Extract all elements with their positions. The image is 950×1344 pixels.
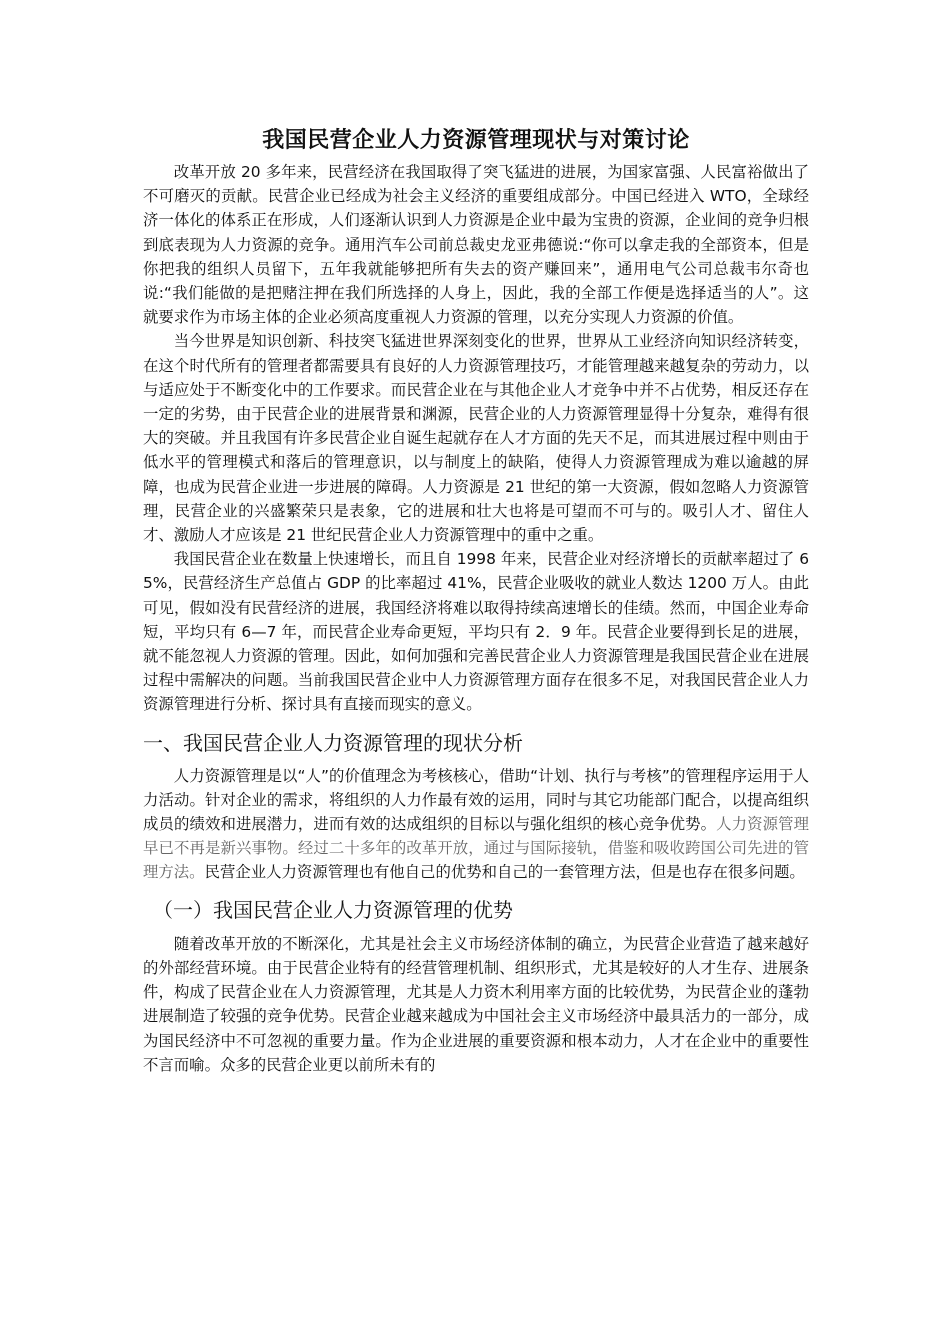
subsection-heading-advantages: （一）我国民营企业人力资源管理的优势 bbox=[153, 897, 513, 922]
section1-text-main: 人力资源管理是以“人”的价值理念为考核核心，借助“计划、执行与考核”的管理程序运用于人力活动。针对企业的需求，将组织的人力作最有效的运用，同时与其它功能部门配合，以提高组织成员的绩效和进展潜力，进而有效的达成组织的目标以与强化组织的核心竞争优势。 bbox=[143, 766, 809, 834]
intro-paragraph-1: 改革开放 20 多年来，民营经济在我国取得了突飞猛进的进展，为国家富强、人民富裕做出了不可磨灭的贡献。民营企业已经成为社会主义经济的重要组成部分。中国已经进入 WTO，全球经济一体化的体系正在形成，人们逐渐认识到人力资源是企业中最为宝贵的资源，企业间的竞争归根到底表现为人力资源的竞争。通用汽车公司前总裁史龙亚弗德说:“你可以拿走我的全部资本，但是你把我的组织人员留下，五年我就能够把所有失去的资产赚回来”，通用电气公司总裁韦尔奇也说:“我们能做的是把赌注押在我们所选择的人身上，因此，我的全部工作便是选择适当的人”。这就要求作为市场主体的企业必须高度重视人力资源的管理，以充分实现人力资源的价值。 bbox=[143, 163, 809, 327]
document-title: 我国民营企业人力资源管理现状与对策讨论 bbox=[262, 128, 690, 153]
section1-text-muted: 人力资源管理早已不再是新兴事物。经过二十多年的改革开放，通过与国际接轨，借鉴和吸收跨国公司先进的管理方法。 bbox=[143, 815, 809, 882]
document-body bbox=[143, 124, 809, 1077]
intro-paragraph-3: 我国民营企业在数量上快速增长，而且自 1998 年来，民营企业对经济增长的贡献率超过了 65%，民营经济生产总值占 GDP 的比率超过 41%，民营企业吸收的就业人数达 1200 万人。由此可见，假如没有民营经济的进展，我国经济将难以取得持续高速增长的佳绩。然而，中国企业寿命短，平均只有 6—7 年，而民营企业寿命更短，平均只有 2．9 年。民营企业要得到长足的进展，就不能忽视人力资源的管理。因此，如何加强和完善民营企业人力资源管理是我国民营企业在进展过程中需解决的问题。当前我国民营企业中人力资源管理方面存在很多不足，对我国民营企业人力资源管理进行分析、探讨具有直接而现实的意义。 bbox=[143, 550, 809, 714]
section-heading-status-analysis: 一、我国民营企业人力资源管理的现状分析 bbox=[143, 730, 523, 755]
section1-text-tail: 民营企业人力资源管理也有他自己的优势和自己的一套管理方法，但是也存在很多问题。 bbox=[204, 863, 805, 882]
intro-paragraph-2: 当今世界是知识创新、科技突飞猛进世界深刻变化的世界，世界从工业经济向知识经济转变，在这个时代所有的管理者都需要具有良好的人力资源管理技巧，才能管理越来越复杂的劳动力，以与适应处于不断变化中的工作要求。而民营企业在与其他企业人才竞争中并不占优势，相反还存在一定的劣势，由于民营企业的进展背景和渊源，民营企业的人力资源管理显得十分复杂，难得有很大的突破。并且我国有许多民营企业自诞生起就存在人才方面的先天不足，而其进展过程中则由于低水平的管理模式和落后的管理意识，以与制度上的缺陷，使得人力资源管理成为难以逾越的屏障，也成为民营企业进一步进展的障碍。人力资源是 21 世纪的第一大资源，假如忽略人力资源管理，民营企业的兴盛繁荣只是表象，它的进展和壮大也将是可望而不可与的。吸引人才、留住人才、激励人才应该是 21 世纪民营企业人力资源管理中的重中之重。 bbox=[143, 332, 809, 545]
subsection1-paragraph: 随着改革开放的不断深化，尤其是社会主义市场经济体制的确立，为民营企业营造了越来越好的外部经营环境。由于民营企业特有的经营管理机制、组织形式，尤其是较好的人才生存、进展条件，构成了民营企业在人力资源管理，尤其是人力资木利用率方面的比较优势，为民营企业的蓬勃进展制造了较强的竞争优势。民营企业越来越成为中国社会主义市场经济中最具活力的一部分，成为国民经济中不可忽视的重要力量。作为企业进展的重要资源和根本动力，人才在企业中的重要性不言而喻。众多的民营企业更以前所未有的 bbox=[143, 934, 809, 1074]
section1-paragraph bbox=[143, 764, 809, 885]
